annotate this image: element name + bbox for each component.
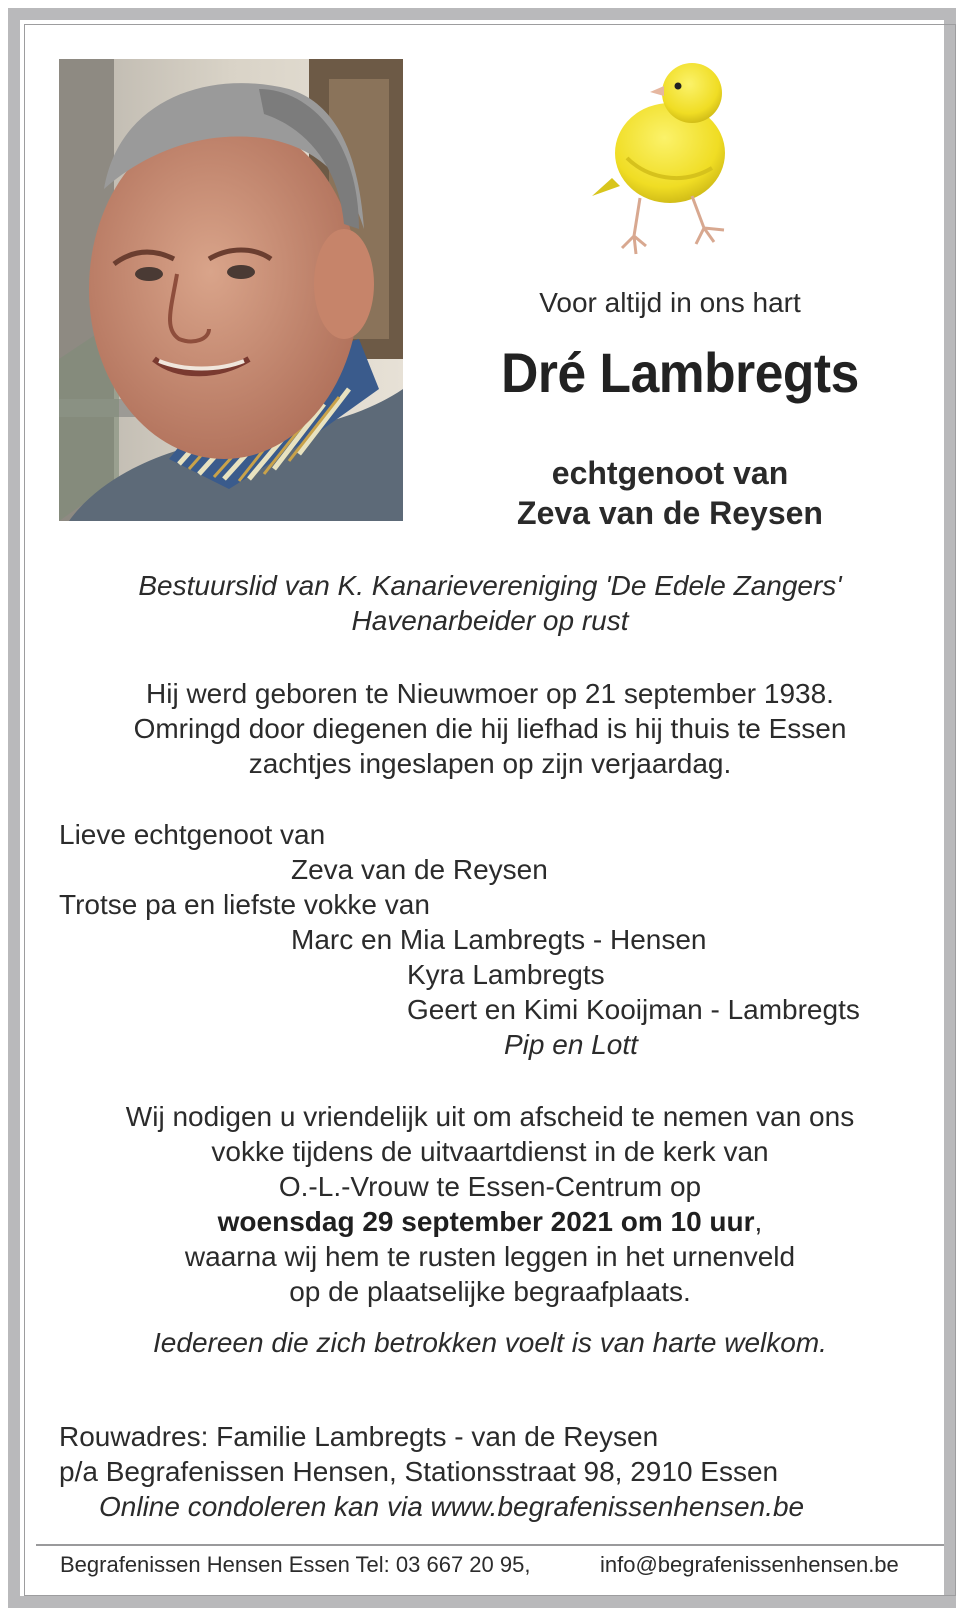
family-grandchildren: Pip en Lott (504, 1029, 638, 1060)
spouse-intro: echtgenoot van (551, 455, 789, 491)
birth-block (40, 676, 940, 781)
family-children-label: Trotse pa en liefste vokke van (59, 889, 430, 920)
birth-line: zachtjes ingeslapen op zijn verjaardag. (248, 748, 732, 779)
family-child: Marc en Mia Lambregts - Hensen (291, 924, 707, 955)
invitation-line: O.-L.-Vrouw te Essen-Centrum op (278, 1171, 702, 1202)
address-line: p/a Begrafenissen Hensen, Stationsstraat 98, 2910 Essen (59, 1456, 779, 1487)
family-child: Kyra Lambregts (407, 959, 605, 990)
portrait-photo (59, 59, 403, 521)
birth-line: Omringd door diegenen die hij liefhad is hij thuis te Essen (133, 713, 847, 744)
birth-line: Hij werd geboren te Nieuwmoer op 21 september 1938. (146, 678, 834, 709)
invitation-line: vokke tijdens de uitvaartdienst in de kerk van (211, 1136, 769, 1167)
footer-company: Begrafenissen Hensen Essen Tel: 03 667 20 95, (60, 1552, 531, 1577)
address-line: Rouwadres: Familie Lambregts - van de Reysen (59, 1421, 659, 1452)
family-child: Geert en Kimi Kooijman - Lambregts (407, 994, 860, 1025)
invitation-line: Wij nodigen u vriendelijk uit om afscheid te nemen van ons (125, 1101, 855, 1132)
role-dockworker: Havenarbeider op rust (351, 605, 629, 636)
family-spouse-label: Lieve echtgenoot van (59, 819, 326, 850)
canary-illustration (592, 58, 742, 262)
invitation-block (40, 1099, 940, 1309)
service-date-line (40, 1204, 940, 1239)
condolence-link[interactable]: Online condoleren kan via www.begrafenissenhensen.be (99, 1491, 805, 1522)
tagline: Voor altijd in ons hart (539, 287, 801, 318)
deceased-name: Dré Lambregts (501, 341, 859, 404)
spouse-name-heading: Zeva van de Reysen (517, 495, 823, 531)
footer-email[interactable]: info@begrafenissenhensen.be (600, 1552, 899, 1577)
footer-divider (36, 1544, 944, 1546)
roles-block (40, 568, 940, 638)
family-spouse-name: Zeva van de Reysen (291, 854, 548, 885)
role-board-member: Bestuurslid van K. Kanarievereniging 'De Edele Zangers' (138, 570, 842, 601)
welcome-text: Iedereen die zich betrokken voelt is van harte welkom. (153, 1327, 827, 1358)
invitation-line: waarna wij hem te rusten leggen in het urnenveld (184, 1241, 796, 1272)
service-date: woensdag 29 september 2021 om 10 uur (217, 1206, 755, 1237)
service-date-suffix: , (754, 1206, 763, 1237)
invitation-line: op de plaatselijke begraafplaats. (289, 1276, 691, 1307)
